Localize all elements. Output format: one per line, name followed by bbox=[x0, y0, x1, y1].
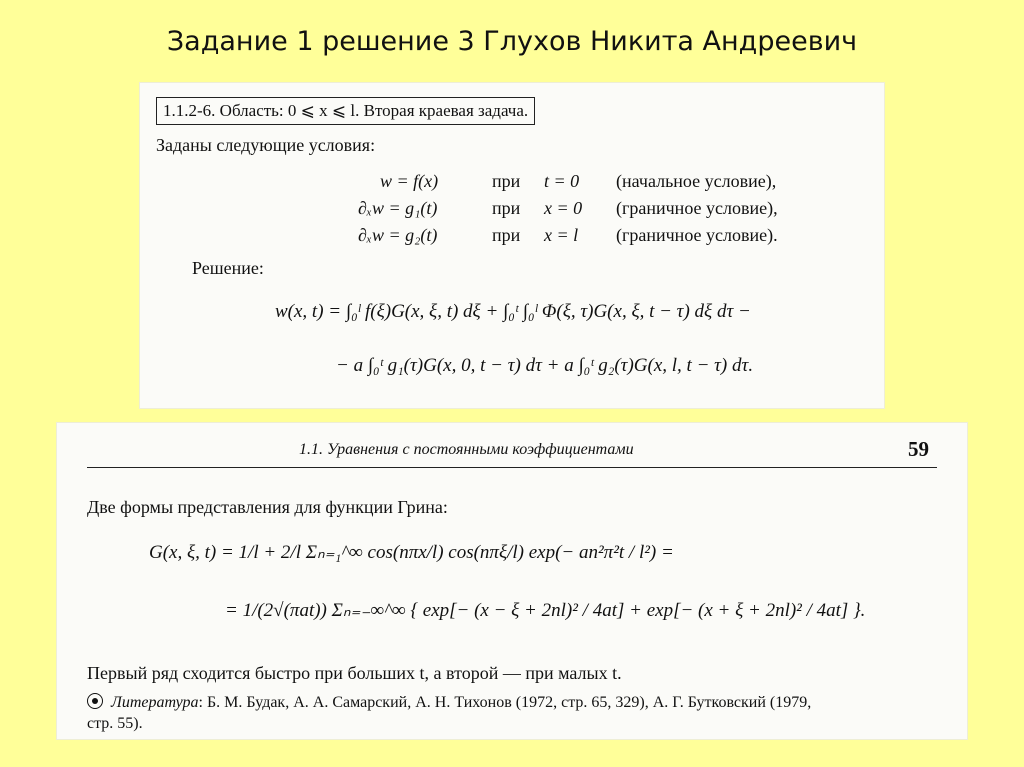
running-head: 1.1. Уравнения с постоянными коэффициентами bbox=[299, 441, 634, 458]
condition-note-2: (граничное условие), bbox=[616, 198, 778, 218]
convergence-note: Первый ряд сходится быстро при больших t, а второй — при малых t. bbox=[87, 663, 622, 683]
literature-continuation: стр. 55). bbox=[87, 715, 143, 732]
condition-note-3: (граничное условие). bbox=[616, 225, 778, 245]
page-number: 59 bbox=[908, 437, 929, 461]
green-function-series-2: = 1/(2√(πat)) Σₙ₌₋∞^∞ { exp[− (x − ξ + 2nl)² / 4at] + exp[− (x + ξ + 2nl)² / 4at] }. bbox=[225, 600, 866, 621]
green-function-series-1: G(x, ξ, t) = 1/l + 2/l Σₙ₌₁^∞ cos(nπx/l) cos(nπξ/l) exp(− an²π²t / l²) = bbox=[149, 542, 674, 563]
literature-line bbox=[87, 693, 811, 712]
given-conditions-label: Заданы следующие условия: bbox=[156, 135, 376, 155]
condition-eq-2: ∂ₓw = g₁(t) bbox=[358, 198, 438, 218]
scan-green-function bbox=[57, 423, 967, 739]
solution-formula-line-1: w(x, t) = ∫₀ˡ f(ξ)G(x, ξ, t) dξ + ∫₀ᵗ ∫₀ˡ Φ(ξ, τ)G(x, ξ, t − τ) dξ dτ − bbox=[275, 301, 751, 322]
condition-where-3: x = l bbox=[544, 225, 579, 245]
solution-formula-line-2: − a ∫₀ᵗ g₁(τ)G(x, 0, t − τ) dτ + a ∫₀ᵗ g₂(τ)G(x, l, t − τ) dτ. bbox=[336, 355, 754, 376]
problem-header: 1.1.2-6. Область: 0 ⩽ x ⩽ l. Вторая краевая задача. bbox=[156, 97, 535, 125]
scan-problem-statement bbox=[140, 83, 884, 408]
condition-when-2: при bbox=[492, 198, 521, 218]
header-rule bbox=[87, 467, 937, 468]
condition-note-1: (начальное условие), bbox=[616, 171, 777, 191]
condition-eq-1: w = f(x) bbox=[380, 171, 439, 191]
condition-eq-3: ∂ₓw = g₂(t) bbox=[358, 225, 438, 245]
condition-when-1: при bbox=[492, 171, 521, 191]
green-function-intro: Две формы представления для функции Грина: bbox=[87, 497, 448, 517]
slide-title: Задание 1 решение 3 Глухов Никита Андреевич bbox=[166, 26, 858, 57]
condition-where-1: t = 0 bbox=[544, 171, 580, 191]
bullseye-icon bbox=[87, 693, 103, 709]
solution-label: Решение: bbox=[192, 258, 264, 278]
literature-text: : Б. М. Будак, А. А. Самарский, А. Н. Тихонов (1972, стр. 65, 329), А. Г. Бутковский (1979, bbox=[198, 694, 812, 711]
condition-when-3: при bbox=[492, 225, 521, 245]
condition-where-2: x = 0 bbox=[544, 198, 583, 218]
literature-label: Литература bbox=[111, 694, 199, 711]
